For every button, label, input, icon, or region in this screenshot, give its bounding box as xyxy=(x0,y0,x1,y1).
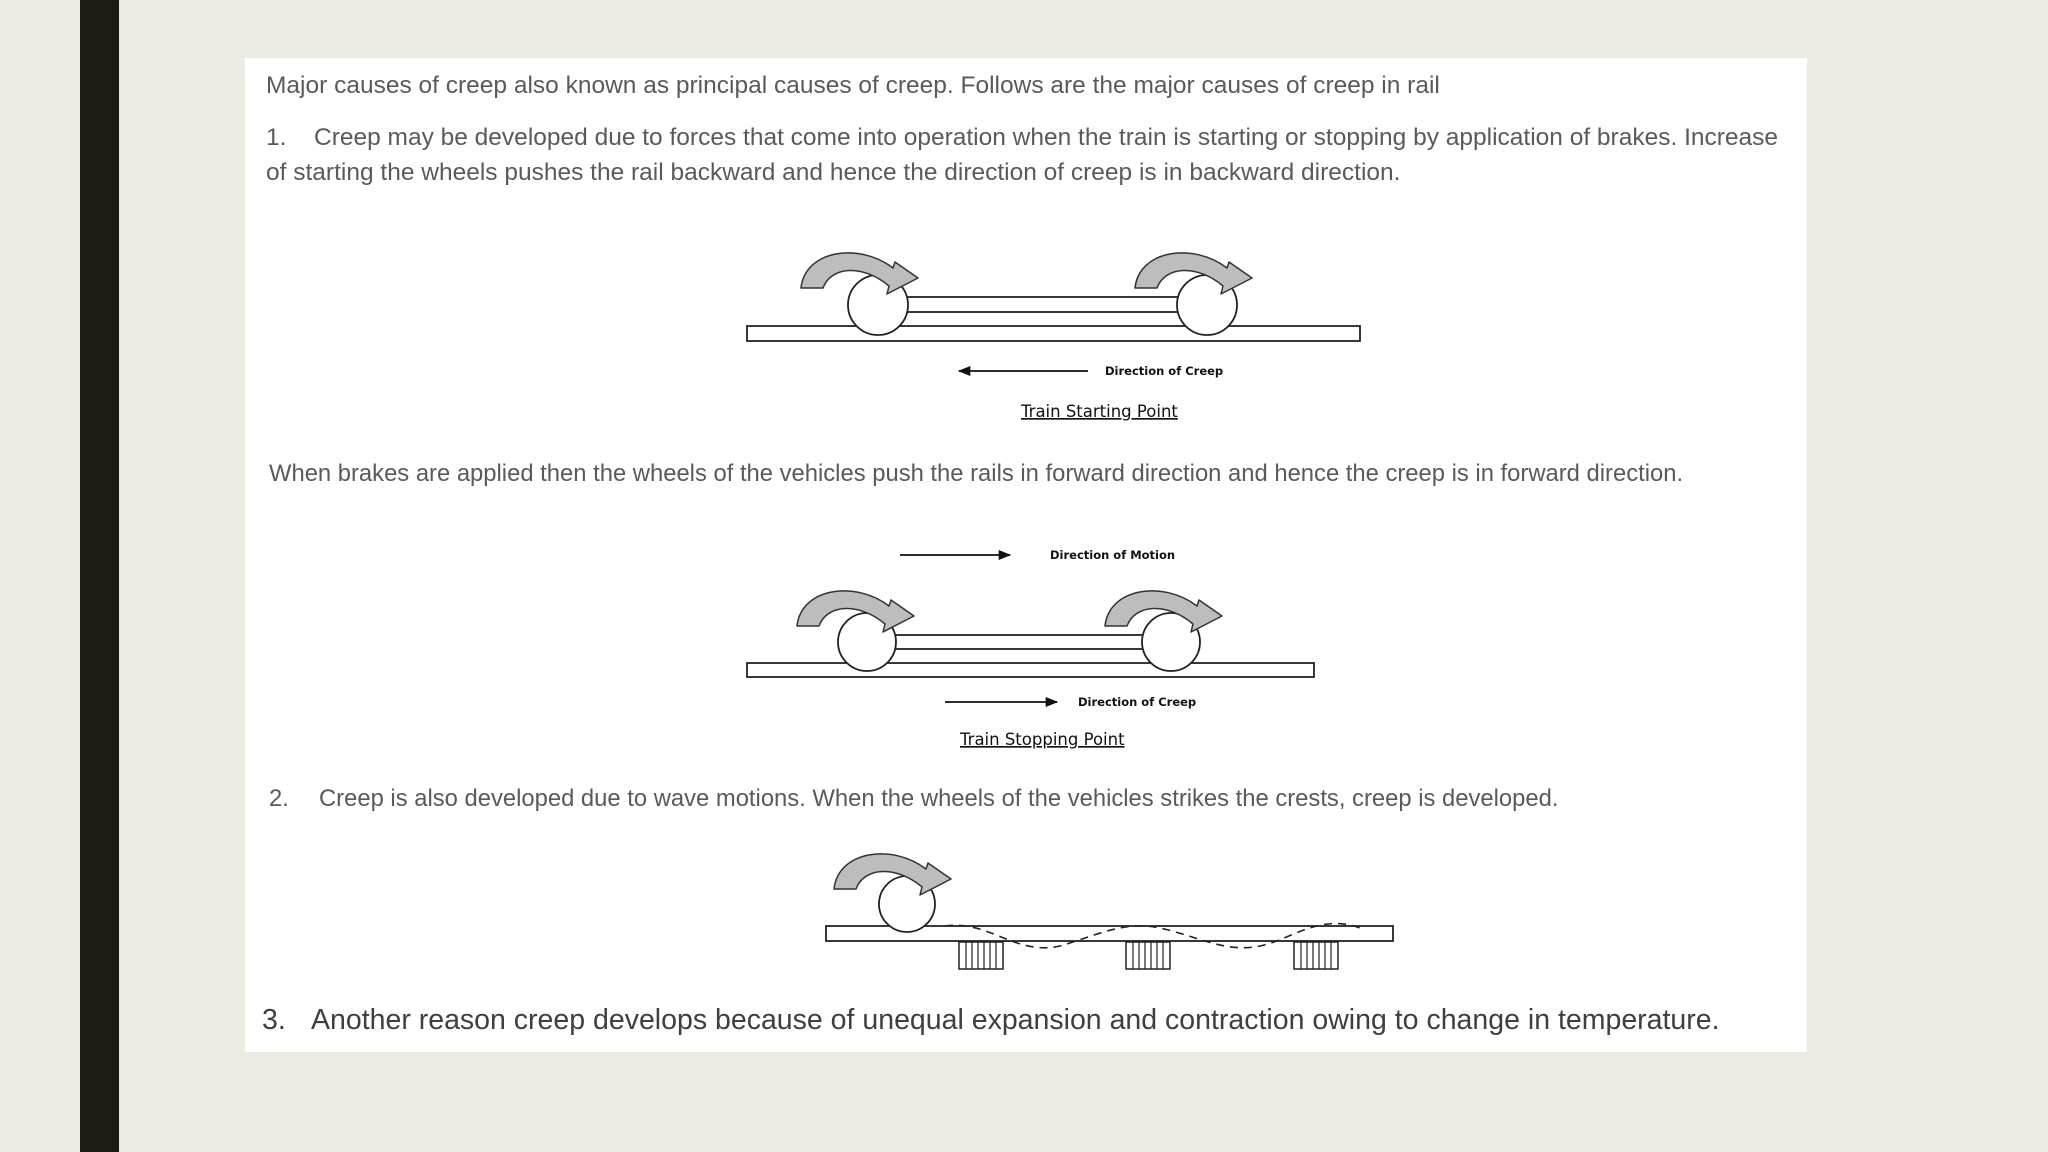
figure-wave-motion xyxy=(826,854,1393,969)
figure-caption: Train Stopping Point xyxy=(960,730,1125,749)
slide-left-accent-bar xyxy=(80,0,119,1152)
list-item-1-number: 1. xyxy=(266,124,287,151)
creep-direction-label: Direction of Creep xyxy=(1105,364,1224,378)
list-item-1-text: Creep may be developed due to forces that come into operation when the train is starting or stopping by application of brakes. Increase of starting the wheels pushes the rail backward and hence the direction of creep is in backward direction. xyxy=(266,124,1779,186)
slide-content-panel xyxy=(245,58,1807,1052)
rail xyxy=(747,663,1314,677)
figure-caption: Train Starting Point xyxy=(1021,402,1178,421)
sleeper xyxy=(959,942,1003,969)
axle-rod xyxy=(895,635,1169,649)
axle-rod xyxy=(905,297,1205,312)
motion-direction-label: Direction of Motion xyxy=(1050,548,1176,562)
brakes-paragraph: When brakes are applied then the wheels of the vehicles push the rails in forward direction and hence the creep is in forward direction. xyxy=(269,460,1684,487)
rail xyxy=(747,326,1360,341)
list-item-3-text: Another reason creep develops because of unequal expansion and contraction owing to change in temperature. xyxy=(311,1004,1720,1036)
figure-train-starting xyxy=(747,253,1360,421)
sleeper xyxy=(1294,942,1338,969)
intro-paragraph: Major causes of creep also known as principal causes of creep. Follows are the major causes of creep in rail xyxy=(266,72,1440,99)
list-item-2-text: Creep is also developed due to wave motions. When the wheels of the vehicles strikes the crests, creep is developed. xyxy=(319,785,1559,812)
list-item-2-number: 2. xyxy=(269,785,289,812)
creep-direction-label: Direction of Creep xyxy=(1078,695,1197,709)
list-item-3-number: 3. xyxy=(262,1004,286,1036)
creep-diagrams xyxy=(245,58,1807,1052)
sleeper xyxy=(1126,942,1170,969)
figure-train-stopping xyxy=(747,548,1314,749)
